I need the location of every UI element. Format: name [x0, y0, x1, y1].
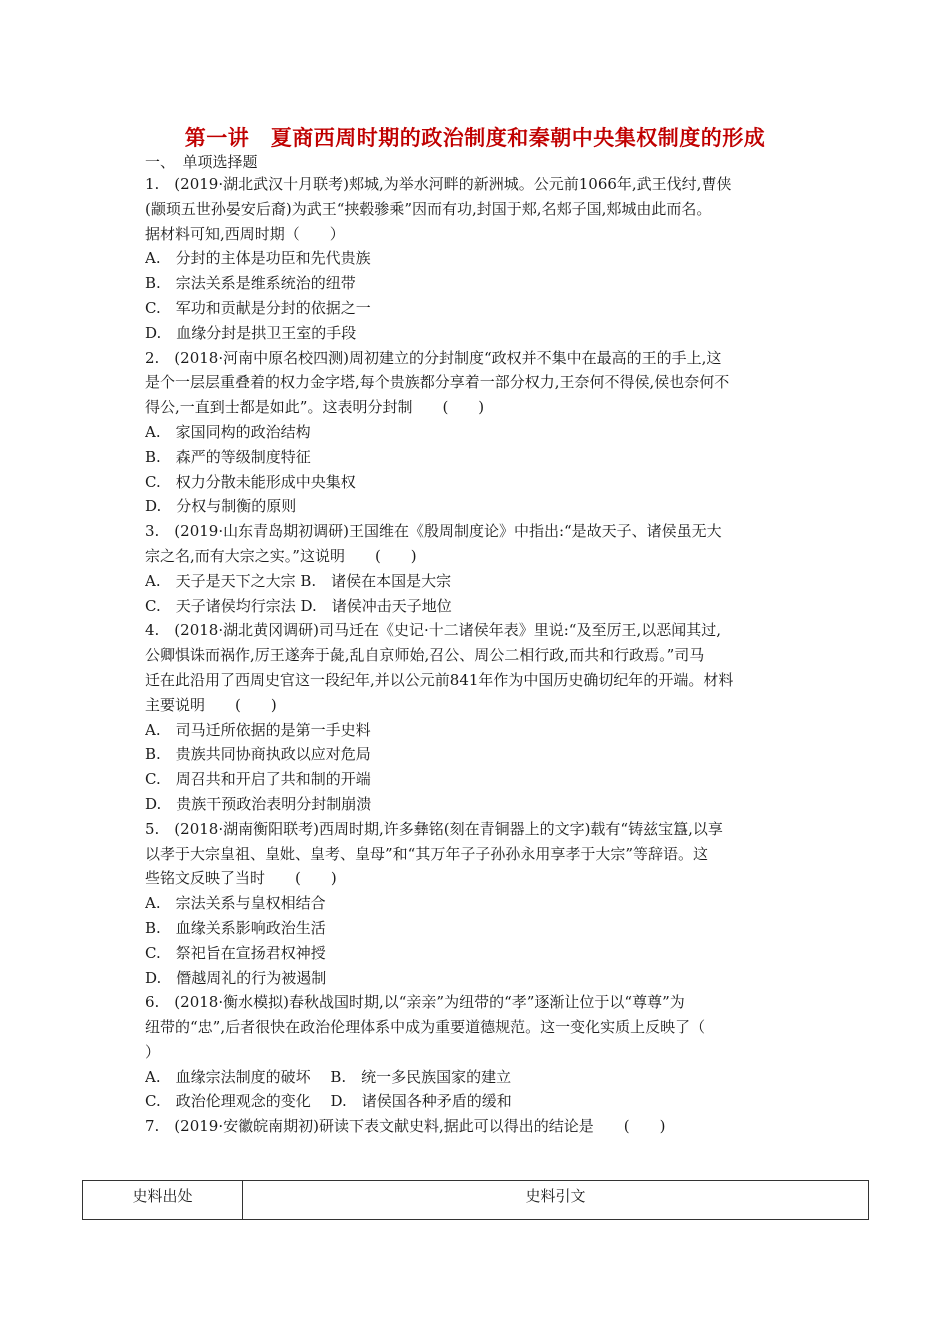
question-2 — [145, 346, 810, 520]
table-header-quote: 史料引文 — [243, 1181, 869, 1220]
answer-option: C. 军功和贡献是分封的依据之一 — [145, 298, 371, 317]
question-stem-line: 据材料可知,西周时期（ ） — [145, 224, 345, 243]
answer-option: B. 贵族共同协商执政以应对危局 — [145, 745, 371, 764]
question-stem-line: 公卿惧诛而祸作,厉王遂奔于彘,乱自京师始,召公、周公二相行政,而共和行政焉。”司马 — [145, 646, 705, 665]
question-stem-line: 以孝于大宗皇祖、皇妣、皇考、皇母”和“其万年子子孙孙永用享孝于大宗”等辞语。这 — [145, 844, 709, 863]
question-stem-line: 得公,一直到士都是如此”。这表明分封制 ( ) — [145, 398, 485, 417]
question-stem-line: 主要说明 ( ) — [145, 695, 277, 714]
question-7 — [145, 1114, 810, 1139]
question-stem-line: 6. (2018·衡水模拟)春秋战国时期,以“亲亲”为纽带的“孝”逐渐让位于以“尊尊”为 — [145, 993, 685, 1012]
answer-option: B. 森严的等级制度特征 — [145, 447, 311, 466]
answer-option: B. 血缘关系影响政治生活 — [145, 918, 326, 937]
answer-option: C. 周召共和开启了共和制的开端 — [145, 770, 371, 789]
answer-option: D. 血缘分封是拱卫王室的手段 — [145, 323, 357, 342]
section-heading: 一、 单项选择题 — [145, 153, 258, 171]
answer-option: C. 祭祀旨在宣扬君权神授 — [145, 943, 326, 962]
answer-option: A. 血缘宗法制度的破坏 B. 统一多民族国家的建立 — [145, 1067, 512, 1086]
question-stem-line: 些铭文反映了当时 ( ) — [145, 869, 337, 888]
answer-option: A. 家国同构的政治结构 — [145, 422, 311, 441]
answer-option: C. 天子诸侯均行宗法 D. 诸侯冲击天子地位 — [145, 596, 452, 615]
answer-option: D. 分权与制衡的原则 — [145, 497, 297, 516]
question-stem-line: 5. (2018·湖南衡阳联考)西周时期,许多彝铭(刻在青铜器上的文字)载有“铸兹宝簋,以享 — [145, 819, 723, 838]
answer-option: A. 分封的主体是功臣和先代贵族 — [145, 249, 371, 268]
answer-option: B. 宗法关系是维系统治的纽带 — [145, 274, 356, 293]
question-4 — [145, 618, 810, 816]
table-header-source: 史料出处 — [83, 1181, 243, 1220]
question-stem-line: 纽带的“忠”,后者很快在政治伦理体系中成为重要道德规范。这一变化实质上反映了（ — [145, 1018, 706, 1037]
question-list — [145, 172, 810, 1139]
question-stem-line: 7. (2019·安徽皖南期初)研读下表文献史料,据此可以得出的结论是 ( ) — [145, 1117, 666, 1136]
question-1 — [145, 172, 810, 346]
answer-option: D. 贵族干预政治表明分封制崩溃 — [145, 794, 372, 813]
table-header-row — [83, 1181, 869, 1220]
question-stem-line: 2. (2018·河南中原名校四测)周初建立的分封制度“政权并不集中在最高的王的手上,这 — [145, 348, 722, 367]
page-title: 第一讲 夏商西周时期的政治制度和秦朝中央集权制度的形成 — [184, 126, 766, 150]
answer-option: D. 僭越周礼的行为被遏制 — [145, 968, 327, 987]
question-stem-line: (颛顼五世孙晏安后裔)为武王“挟毂骖乘”因而有功,封国于郏,名郏子国,郏城由此而名。 — [145, 199, 712, 218]
question-stem-line: 宗之名,而有大宗之实。”这说明 ( ) — [145, 546, 417, 565]
answer-option: A. 司马迁所依据的是第一手史料 — [145, 720, 371, 739]
answer-option: C. 权力分散未能形成中央集权 — [145, 472, 356, 491]
source-table — [82, 1180, 869, 1220]
question-stem-line: ） — [145, 1042, 161, 1061]
question-5 — [145, 817, 810, 991]
question-stem-line: 是个一层层重叠着的权力金字塔,每个贵族都分享着一部分权力,王奈何不得侯,侯也奈何不 — [145, 373, 730, 392]
question-3 — [145, 519, 810, 618]
question-6 — [145, 990, 810, 1114]
question-stem-line: 迁在此沿用了西周史官这一段纪年,并以公元前841年作为中国历史确切纪年的开端。材料 — [145, 670, 734, 689]
question-stem-line: 3. (2019·山东青岛期初调研)王国维在《殷周制度论》中指出:“是故天子、诸侯虽无大 — [145, 522, 722, 541]
answer-option: A. 天子是天下之大宗 B. 诸侯在本国是大宗 — [145, 571, 452, 590]
question-stem-line: 1. (2019·湖北武汉十月联考)郏城,为举水河畔的新洲城。公元前1066年,武王伐纣,曹侠 — [145, 175, 732, 193]
question-stem-line: 4. (2018·湖北黄冈调研)司马迁在《史记·十二诸侯年表》里说:“及至厉王,以恶闻其过, — [145, 621, 721, 640]
answer-option: C. 政治伦理观念的变化 D. 诸侯国各种矛盾的缓和 — [145, 1092, 512, 1111]
answer-option: A. 宗法关系与皇权相结合 — [145, 894, 326, 913]
document-body — [145, 152, 810, 1139]
